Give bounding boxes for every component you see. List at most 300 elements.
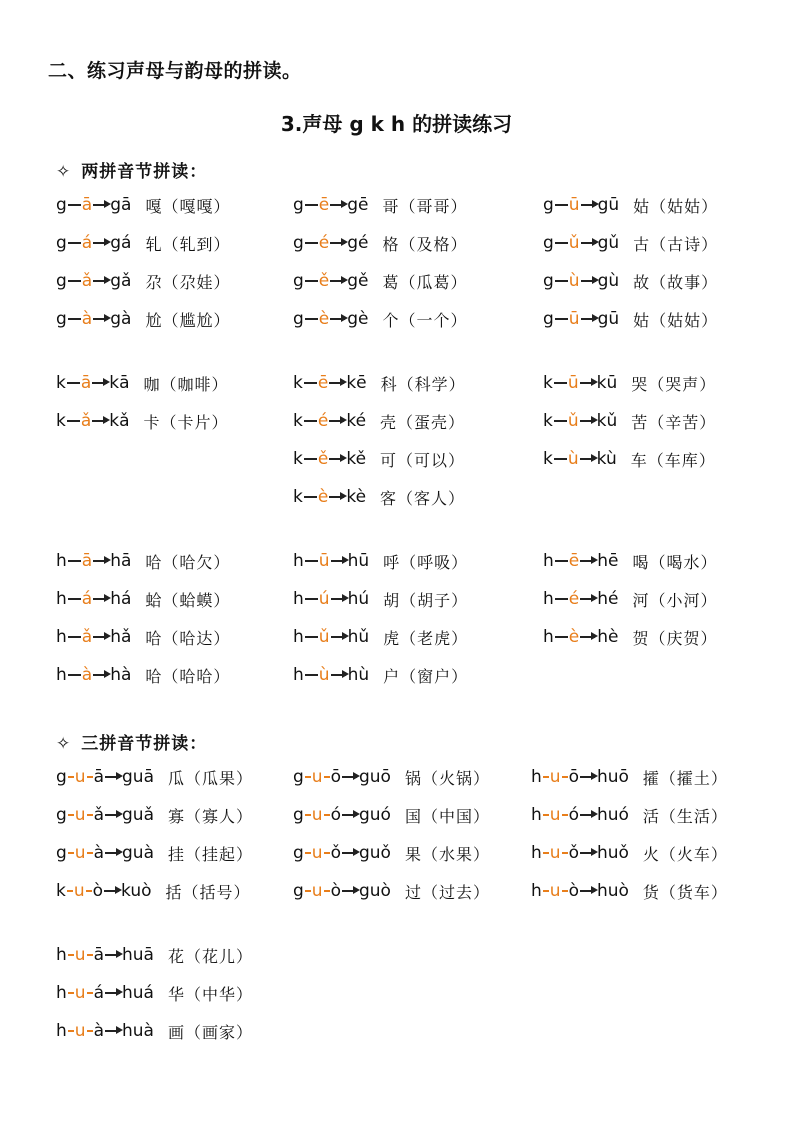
final: ū bbox=[568, 195, 580, 215]
short-dash bbox=[305, 890, 311, 891]
syllable-row bbox=[543, 193, 718, 217]
final: ǔ bbox=[567, 411, 579, 431]
example-word: 可（可以） bbox=[380, 450, 466, 470]
medial: u bbox=[549, 881, 561, 901]
final: ǒ bbox=[330, 843, 341, 863]
short-dash bbox=[68, 776, 74, 777]
example-word: 锅（火锅） bbox=[404, 768, 490, 788]
dash bbox=[554, 420, 567, 421]
medial: u bbox=[74, 805, 86, 825]
pinyin-spelling bbox=[293, 411, 366, 431]
final: ā bbox=[80, 373, 92, 393]
pinyin-spelling bbox=[543, 195, 619, 215]
syllable: gǎ bbox=[110, 271, 132, 291]
medial: u bbox=[74, 767, 86, 787]
short-dash bbox=[324, 852, 330, 853]
initial: h bbox=[543, 627, 554, 647]
initial: g bbox=[56, 309, 67, 329]
final: ē bbox=[317, 373, 329, 393]
arrow-icon bbox=[330, 204, 345, 205]
example-word: 尬（尴尬） bbox=[145, 310, 231, 330]
syllable: gà bbox=[110, 309, 132, 329]
pinyin-spelling bbox=[56, 309, 131, 329]
initial: h bbox=[56, 983, 67, 1003]
short-dash bbox=[305, 776, 311, 777]
example-word: 姑（姑姑） bbox=[633, 196, 719, 216]
example-word: 花（花儿） bbox=[167, 946, 253, 966]
pinyin-spelling bbox=[543, 373, 617, 393]
short-dash bbox=[87, 1030, 93, 1031]
arrow-icon bbox=[331, 560, 346, 561]
example-word: 活（生活） bbox=[642, 806, 728, 826]
arrow-icon bbox=[92, 382, 107, 383]
initial: h bbox=[293, 551, 304, 571]
arrow-icon bbox=[93, 560, 108, 561]
subheading-label: 两拼音节拼读： bbox=[81, 162, 208, 182]
section-heading: 二、练习声母与韵母的拼读。 bbox=[48, 60, 302, 82]
arrow-icon bbox=[342, 890, 357, 891]
initial: k bbox=[293, 373, 303, 393]
syllable-row bbox=[293, 765, 490, 789]
initial: g bbox=[293, 843, 304, 863]
initial: h bbox=[293, 665, 304, 685]
arrow-icon bbox=[581, 242, 596, 243]
syllable-row bbox=[293, 231, 468, 255]
example-word: 括（括号） bbox=[165, 882, 251, 902]
syllable-row bbox=[56, 549, 230, 573]
initial: k bbox=[56, 411, 66, 431]
example-word: 寡（寡人） bbox=[167, 806, 253, 826]
dash bbox=[555, 242, 568, 243]
dash bbox=[554, 458, 567, 459]
syllable: hù bbox=[347, 665, 370, 685]
arrow-icon bbox=[342, 814, 357, 815]
initial: g bbox=[56, 843, 67, 863]
short-dash bbox=[324, 776, 330, 777]
syllable-row bbox=[543, 231, 718, 255]
pinyin-spelling bbox=[56, 195, 131, 215]
short-dash bbox=[87, 776, 93, 777]
final: ū bbox=[568, 309, 580, 329]
initial: h bbox=[56, 627, 67, 647]
arrow-icon bbox=[93, 636, 108, 637]
example-word: 瓜（瓜果） bbox=[167, 768, 253, 788]
initial: h bbox=[531, 805, 542, 825]
example-word: 喝（喝水） bbox=[632, 552, 718, 572]
example-word: 姑（姑姑） bbox=[633, 310, 719, 330]
final: ǎ bbox=[80, 411, 92, 431]
arrow-icon bbox=[331, 674, 346, 675]
initial: k bbox=[293, 449, 303, 469]
medial: u bbox=[311, 767, 323, 787]
page-title: 3.声母 g k h 的拼读练习 bbox=[280, 112, 513, 136]
initial: g bbox=[56, 195, 67, 215]
dash bbox=[305, 560, 318, 561]
example-word: 嘎（嘎嘎） bbox=[145, 196, 231, 216]
pinyin-spelling bbox=[56, 373, 130, 393]
arrow-icon bbox=[93, 280, 108, 281]
final: ǔ bbox=[318, 627, 330, 647]
example-word: 过（过去） bbox=[404, 882, 490, 902]
syllable-row bbox=[531, 879, 728, 903]
dash bbox=[68, 674, 81, 675]
syllable: hā bbox=[110, 551, 132, 571]
arrow-icon bbox=[580, 458, 595, 459]
arrow-icon bbox=[580, 814, 595, 815]
syllable: gē bbox=[347, 195, 369, 215]
syllable: kè bbox=[346, 487, 367, 507]
example-word: 哭（哭声） bbox=[631, 374, 717, 394]
final: à bbox=[81, 309, 93, 329]
pinyin-spelling bbox=[56, 1021, 154, 1041]
example-word: 格（及格） bbox=[382, 234, 468, 254]
syllable: kū bbox=[596, 373, 618, 393]
syllable: guā bbox=[122, 767, 154, 787]
example-word: 故（故事） bbox=[633, 272, 719, 292]
syllable-row bbox=[56, 193, 230, 217]
syllable-row bbox=[293, 485, 465, 509]
syllable-row bbox=[543, 307, 718, 331]
final: ū bbox=[318, 551, 330, 571]
dash bbox=[304, 496, 317, 497]
syllable-row bbox=[56, 981, 253, 1005]
initial: k bbox=[293, 411, 303, 431]
dash bbox=[554, 382, 567, 383]
initial: k bbox=[543, 373, 553, 393]
syllable: kē bbox=[346, 373, 367, 393]
pinyin-spelling bbox=[531, 881, 629, 901]
syllable: gě bbox=[347, 271, 369, 291]
pinyin-spelling bbox=[543, 449, 617, 469]
syllable: ké bbox=[346, 411, 367, 431]
arrow-icon bbox=[342, 852, 357, 853]
dash bbox=[68, 242, 81, 243]
pinyin-spelling bbox=[293, 881, 391, 901]
pinyin-spelling bbox=[293, 627, 369, 647]
initial: g bbox=[56, 271, 67, 291]
arrow-icon bbox=[580, 776, 595, 777]
syllable-row bbox=[293, 625, 468, 649]
subheading-two-spelling bbox=[56, 157, 207, 182]
pinyin-spelling bbox=[543, 589, 618, 609]
dash bbox=[555, 318, 568, 319]
syllable: huō bbox=[596, 767, 629, 787]
syllable-row bbox=[56, 625, 230, 649]
medial: u bbox=[74, 843, 86, 863]
short-dash bbox=[562, 776, 568, 777]
sparkle-icon: ✧ bbox=[56, 734, 72, 754]
final: è bbox=[318, 309, 330, 329]
arrow-icon bbox=[580, 598, 595, 599]
medial: u bbox=[549, 843, 561, 863]
pinyin-spelling bbox=[293, 449, 366, 469]
example-word: 胡（胡子） bbox=[383, 590, 469, 610]
short-dash bbox=[543, 852, 549, 853]
initial: h bbox=[543, 551, 554, 571]
final: ò bbox=[568, 881, 579, 901]
short-dash bbox=[68, 814, 74, 815]
example-word: 货（货车） bbox=[642, 882, 728, 902]
short-dash bbox=[543, 776, 549, 777]
dash bbox=[68, 204, 81, 205]
pinyin-spelling bbox=[56, 843, 154, 863]
syllable-row bbox=[543, 447, 716, 471]
syllable: hé bbox=[597, 589, 619, 609]
syllable: guō bbox=[358, 767, 391, 787]
pinyin-spelling bbox=[293, 665, 369, 685]
pinyin-spelling bbox=[543, 271, 619, 291]
syllable: kuò bbox=[121, 881, 152, 901]
final: ǔ bbox=[568, 233, 580, 253]
arrow-icon bbox=[342, 776, 357, 777]
dash bbox=[304, 458, 317, 459]
example-word: 果（水果） bbox=[404, 844, 490, 864]
medial: u bbox=[311, 843, 323, 863]
arrow-icon bbox=[92, 420, 107, 421]
initial: g bbox=[293, 881, 304, 901]
arrow-icon bbox=[105, 954, 120, 955]
arrow-icon bbox=[93, 674, 108, 675]
pinyin-spelling bbox=[293, 309, 369, 329]
dash bbox=[67, 420, 80, 421]
pinyin-spelling bbox=[293, 805, 391, 825]
dash bbox=[305, 598, 318, 599]
dash bbox=[68, 318, 81, 319]
example-word: 户（窗户） bbox=[383, 666, 469, 686]
arrow-icon bbox=[581, 318, 596, 319]
syllable-row bbox=[531, 765, 728, 789]
initial: h bbox=[56, 665, 67, 685]
final: é bbox=[568, 589, 580, 609]
initial: k bbox=[293, 487, 303, 507]
medial: u bbox=[74, 1021, 86, 1041]
pinyin-spelling bbox=[543, 309, 619, 329]
short-dash bbox=[87, 814, 93, 815]
initial: k bbox=[543, 411, 553, 431]
syllable-row bbox=[543, 549, 718, 573]
example-word: 虎（老虎） bbox=[383, 628, 469, 648]
syllable-row bbox=[56, 409, 229, 433]
syllable-row bbox=[293, 841, 490, 865]
syllable: kù bbox=[596, 449, 617, 469]
final: à bbox=[93, 1021, 104, 1041]
syllable: hú bbox=[347, 589, 370, 609]
syllable-row bbox=[56, 1019, 253, 1043]
initial: k bbox=[543, 449, 553, 469]
syllable-row bbox=[56, 269, 230, 293]
dash bbox=[304, 420, 317, 421]
pinyin-spelling bbox=[293, 233, 369, 253]
arrow-icon bbox=[580, 636, 595, 637]
dash bbox=[68, 280, 81, 281]
syllable-row bbox=[56, 231, 230, 255]
dash bbox=[304, 382, 317, 383]
syllable-row bbox=[56, 663, 230, 687]
dash bbox=[67, 382, 80, 383]
final: à bbox=[81, 665, 93, 685]
final: ū bbox=[567, 373, 579, 393]
arrow-icon bbox=[329, 458, 344, 459]
final: ǎ bbox=[81, 627, 93, 647]
syllable-row bbox=[531, 803, 728, 827]
syllable-row bbox=[293, 307, 468, 331]
subheading-label: 三拼音节拼读： bbox=[81, 734, 208, 754]
syllable-row bbox=[56, 307, 230, 331]
initial: h bbox=[531, 767, 542, 787]
final: ò bbox=[330, 881, 341, 901]
initial: g bbox=[293, 805, 304, 825]
example-word: 华（中华） bbox=[167, 984, 253, 1004]
dash bbox=[68, 636, 81, 637]
arrow-icon bbox=[105, 776, 120, 777]
initial: h bbox=[56, 1021, 67, 1041]
syllable: há bbox=[110, 589, 132, 609]
dash bbox=[555, 204, 568, 205]
initial: g bbox=[293, 767, 304, 787]
pinyin-spelling bbox=[56, 589, 131, 609]
final: ā bbox=[81, 551, 93, 571]
dash bbox=[305, 318, 318, 319]
syllable: gā bbox=[110, 195, 132, 215]
example-word: 呼（呼吸） bbox=[383, 552, 469, 572]
dash bbox=[555, 280, 568, 281]
pinyin-spelling bbox=[56, 233, 131, 253]
syllable-row bbox=[293, 409, 465, 433]
final: é bbox=[318, 233, 330, 253]
short-dash bbox=[305, 814, 311, 815]
final: ě bbox=[318, 271, 330, 291]
syllable-row bbox=[543, 409, 716, 433]
final: ō bbox=[330, 767, 341, 787]
syllable-row bbox=[543, 587, 718, 611]
syllable: kǔ bbox=[596, 411, 618, 431]
syllable: guò bbox=[358, 881, 391, 901]
example-word: 咖（咖啡） bbox=[143, 374, 229, 394]
initial: h bbox=[531, 843, 542, 863]
initial: g bbox=[543, 233, 554, 253]
pinyin-spelling bbox=[531, 805, 629, 825]
syllable-row bbox=[293, 803, 490, 827]
dash bbox=[68, 598, 81, 599]
arrow-icon bbox=[105, 1030, 120, 1031]
pinyin-spelling bbox=[293, 551, 369, 571]
final: á bbox=[93, 983, 104, 1003]
arrow-icon bbox=[580, 382, 595, 383]
initial: k bbox=[56, 881, 66, 901]
subheading-three-spelling bbox=[56, 729, 207, 754]
dash bbox=[305, 242, 318, 243]
pinyin-spelling bbox=[543, 233, 619, 253]
medial: u bbox=[74, 945, 86, 965]
initial: g bbox=[293, 195, 304, 215]
pinyin-spelling bbox=[56, 411, 130, 431]
pinyin-spelling bbox=[56, 627, 131, 647]
initial: g bbox=[56, 767, 67, 787]
medial: u bbox=[311, 881, 323, 901]
arrow-icon bbox=[105, 852, 120, 853]
example-word: 火（火车） bbox=[642, 844, 728, 864]
example-word: 哈（哈哈） bbox=[145, 666, 231, 686]
example-word: 古（古诗） bbox=[633, 234, 719, 254]
arrow-icon bbox=[331, 598, 346, 599]
short-dash bbox=[562, 814, 568, 815]
arrow-icon bbox=[581, 280, 596, 281]
arrow-icon bbox=[330, 242, 345, 243]
final: ō bbox=[568, 767, 579, 787]
syllable-row bbox=[543, 625, 718, 649]
arrow-icon bbox=[93, 204, 108, 205]
pinyin-spelling bbox=[293, 487, 366, 507]
arrow-icon bbox=[93, 598, 108, 599]
arrow-icon bbox=[93, 318, 108, 319]
medial: u bbox=[549, 767, 561, 787]
arrow-icon bbox=[580, 890, 595, 891]
initial: g bbox=[56, 233, 67, 253]
syllable: gū bbox=[597, 195, 620, 215]
final: ē bbox=[318, 195, 330, 215]
final: ó bbox=[330, 805, 341, 825]
pinyin-spelling bbox=[531, 767, 629, 787]
initial: g bbox=[293, 309, 304, 329]
final: ē bbox=[568, 551, 580, 571]
pinyin-spelling bbox=[293, 589, 369, 609]
final: ǎ bbox=[93, 805, 104, 825]
arrow-icon bbox=[329, 496, 344, 497]
short-dash bbox=[87, 852, 93, 853]
syllable: guó bbox=[358, 805, 391, 825]
pinyin-spelling bbox=[293, 373, 367, 393]
example-word: 科（科学） bbox=[380, 374, 466, 394]
arrow-icon bbox=[93, 242, 108, 243]
medial: u bbox=[74, 983, 86, 1003]
final: è bbox=[317, 487, 329, 507]
syllable: huǒ bbox=[596, 843, 629, 863]
final: ā bbox=[81, 195, 93, 215]
short-dash bbox=[68, 954, 74, 955]
short-dash bbox=[87, 992, 93, 993]
syllable-row bbox=[531, 841, 728, 865]
initial: g bbox=[293, 233, 304, 253]
syllable-row bbox=[293, 549, 468, 573]
syllable: hà bbox=[110, 665, 132, 685]
dash bbox=[68, 560, 81, 561]
final: ě bbox=[317, 449, 329, 469]
pinyin-spelling bbox=[56, 551, 131, 571]
short-dash bbox=[68, 852, 74, 853]
arrow-icon bbox=[105, 992, 120, 993]
pinyin-spelling bbox=[543, 551, 618, 571]
short-dash bbox=[87, 954, 93, 955]
final: ó bbox=[568, 805, 579, 825]
final: é bbox=[317, 411, 329, 431]
example-word: 葛（瓜葛） bbox=[382, 272, 468, 292]
short-dash bbox=[324, 890, 330, 891]
dash bbox=[305, 280, 318, 281]
pinyin-spelling bbox=[293, 271, 369, 291]
short-dash bbox=[67, 890, 73, 891]
pinyin-spelling bbox=[293, 843, 391, 863]
example-word: 车（车库） bbox=[630, 450, 716, 470]
pinyin-spelling bbox=[56, 881, 152, 901]
dash bbox=[305, 636, 318, 637]
syllable: hū bbox=[347, 551, 370, 571]
syllable: huà bbox=[121, 1021, 154, 1041]
syllable: huó bbox=[596, 805, 629, 825]
final: ǒ bbox=[568, 843, 579, 863]
final: á bbox=[81, 589, 93, 609]
pinyin-spelling bbox=[293, 195, 369, 215]
pinyin-spelling bbox=[56, 805, 154, 825]
